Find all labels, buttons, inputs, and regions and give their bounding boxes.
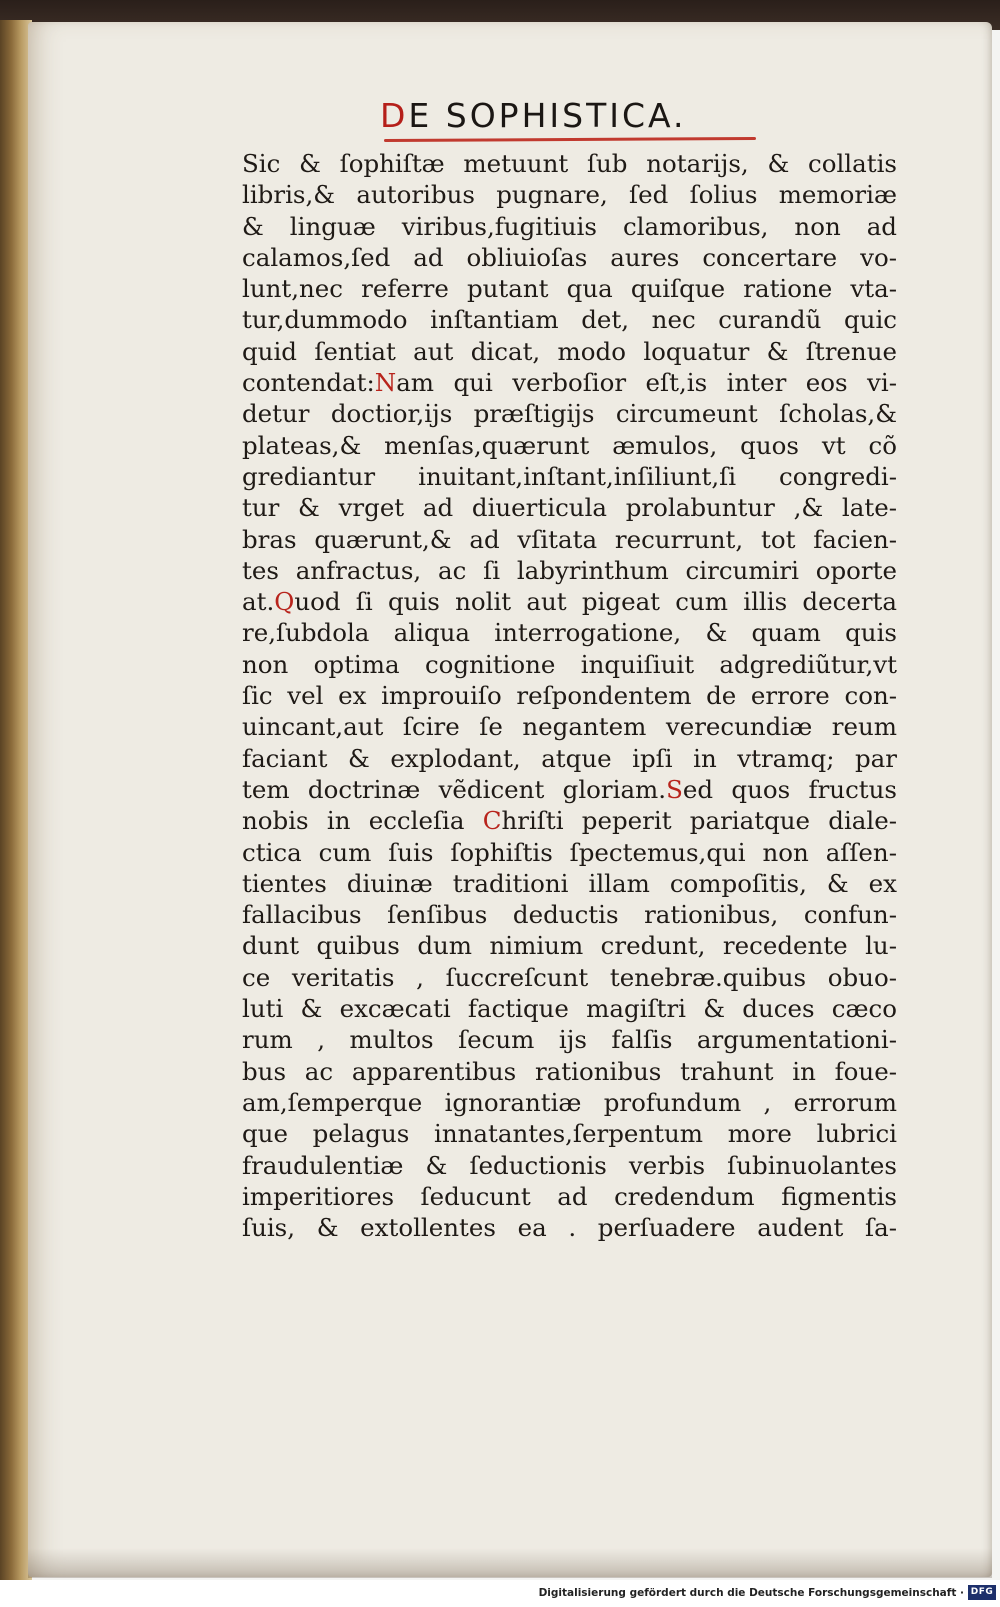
line-text: lunt,nec referre putant qua quiſque ratione vta- — [242, 274, 897, 304]
rubricated-initial: S — [666, 774, 683, 804]
body-text — [242, 148, 897, 1243]
line-text: que pelagus innatantes,ſerpentum more lubrici — [242, 1119, 897, 1149]
text-line — [242, 962, 897, 993]
line-text: bras quærunt,& ad vſitata recurrunt, tot facien- — [242, 524, 897, 554]
line-text: grediantur inuitant,inſtant,inſiliunt,ſi congredi- — [242, 461, 897, 491]
running-header — [380, 96, 800, 135]
text-line — [242, 617, 897, 648]
text-line — [242, 461, 897, 492]
text-line — [242, 743, 897, 774]
text-line — [242, 1118, 897, 1149]
text-line — [242, 524, 897, 555]
line-text: ſuis, & extollentes ea . perſuadere audent ſa- — [242, 1213, 897, 1243]
text-line — [242, 680, 897, 711]
line-text: tes anfractus, ac ſi labyrinthum circumiri oporte — [242, 555, 897, 585]
text-line — [242, 711, 897, 742]
text-line — [242, 1087, 897, 1118]
text-line — [242, 774, 897, 805]
header-title: E SOPHISTICA. — [408, 96, 687, 135]
line-text: hriſti peperit pariatque diale- — [501, 806, 897, 836]
line-text: tur,dummodo inſtantiam det, nec curandũ quic — [242, 305, 897, 335]
text-line — [242, 555, 897, 586]
line-text: & linguæ viribus,fugitiuis clamoribus, non ad — [242, 211, 897, 241]
rubricated-initial: C — [482, 806, 502, 836]
line-text: ce veritatis , ſuccreſcunt tenebræ.quibus obuo- — [242, 962, 897, 992]
text-line — [242, 1181, 897, 1212]
line-text: detur doctior,ijs præſtigijs circumeunt ſcholas,& — [242, 399, 897, 429]
line-text: faciant & explodant, atque ipſi in vtramq; par — [242, 743, 897, 773]
line-text: ſic vel ex improuiſo reſpondentem de errore con- — [242, 681, 897, 711]
line-text: libris,& autoribus pugnare, ſed ſolius memoriæ — [242, 180, 897, 210]
line-text-pre: contendat: — [242, 368, 375, 398]
text-line — [242, 1150, 897, 1181]
text-line — [242, 211, 897, 242]
line-text: fraudulentiæ & ſeductionis verbis ſubinuolantes — [242, 1150, 897, 1180]
text-line — [242, 868, 897, 899]
line-text: calamos,ſed ad obliuioſas aures concertare vo- — [242, 242, 897, 272]
rubricated-initial: Q — [274, 587, 295, 617]
page-bottom-shadow — [28, 1548, 992, 1578]
text-line — [242, 304, 897, 335]
text-line — [242, 837, 897, 868]
line-text: tur & vrget ad diuerticula prolabuntur ,& late- — [242, 493, 897, 523]
line-text: imperitiores ſeducunt ad credendum figmentis — [242, 1181, 897, 1211]
line-text: tientes diuinæ traditioni illam compoſitis, & ex — [242, 868, 897, 898]
text-line — [242, 649, 897, 680]
text-line — [242, 1056, 897, 1087]
text-line — [242, 930, 897, 961]
line-text: re,ſubdola aliqua interrogatione, & quam quis — [242, 618, 897, 648]
line-text-pre: tem doctrinæ vẽdicent gloriam. — [242, 774, 667, 804]
line-text-pre: at. — [242, 587, 275, 617]
line-text: luti & excæcati factique magiſtri & duces cæco — [242, 994, 897, 1024]
text-line — [242, 492, 897, 523]
line-text: ctica cum ſuis ſophiſtis ſpectemus,qui non aſſen- — [242, 837, 897, 867]
line-text: am,ſemperque ignorantiæ profundum , errorum — [242, 1087, 897, 1117]
text-line — [242, 993, 897, 1024]
line-text: plateas,& menſas,quærunt æmulos, quos vt cõ — [242, 430, 897, 460]
text-line — [242, 1212, 897, 1243]
line-text: fallacibus ſenſibus deductis rationibus, confun- — [242, 900, 897, 930]
line-text: bus ac apparentibus rationibus trahunt in foue- — [242, 1056, 897, 1086]
line-text: uod ſi quis nolit aut pigeat cum illis decerta — [294, 587, 897, 617]
line-text: am qui verboſior eſt,is inter eos vi- — [396, 368, 897, 398]
text-line — [242, 367, 897, 398]
text-line — [242, 148, 897, 179]
line-text: non optima cognitione inquiſiuit adgrediũtur,vt — [242, 649, 897, 679]
text-line — [242, 805, 897, 836]
line-text: dunt quibus dum nimium credunt, recedente lu- — [242, 931, 897, 961]
rubricated-initial: N — [374, 368, 397, 398]
line-text-pre: nobis in eccleſia — [242, 806, 483, 836]
funding-credit: Digitalisierung gefördert durch die Deutsche Forschungsgemeinschaft · — [538, 1587, 964, 1599]
line-text: uincant,aut ſcire ſe negantem verecundiæ reum — [242, 712, 897, 742]
line-text: rum , multos ſecum ijs falſis argumentationi- — [242, 1025, 897, 1055]
line-text: ed quos fructus — [682, 774, 897, 804]
text-line — [242, 242, 897, 273]
line-text: Sic & ſophiſtæ metuunt ſub notarijs, & collatis — [242, 149, 897, 178]
line-text: quid ſentiat aut dicat, modo loquatur & ſtrenue — [242, 336, 897, 366]
text-line — [242, 179, 897, 210]
text-line — [242, 273, 897, 304]
text-line — [242, 430, 897, 461]
text-line — [242, 398, 897, 429]
text-line — [242, 586, 897, 617]
text-line — [242, 1024, 897, 1055]
text-line — [242, 899, 897, 930]
dfg-logo: DFG — [968, 1585, 996, 1600]
header-initial: D — [380, 96, 409, 135]
text-line — [242, 336, 897, 367]
